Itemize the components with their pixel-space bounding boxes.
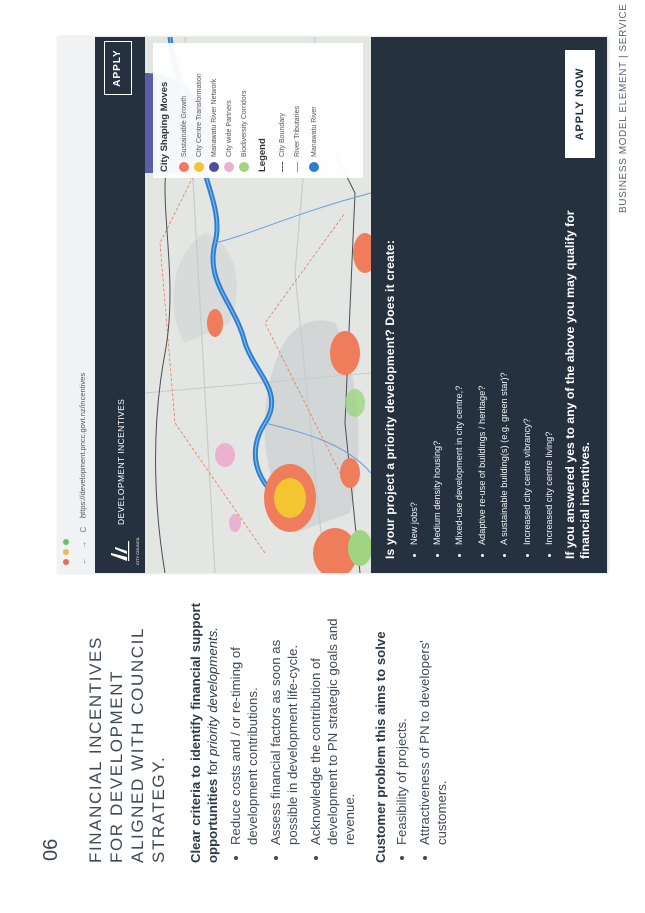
lead-paragraph (187, 603, 221, 863)
legend-label: Manawatu River (310, 106, 318, 157)
lead-connector: for (205, 756, 220, 779)
biodiversity-swatch-icon (239, 162, 249, 172)
partners-swatch-icon (224, 162, 234, 172)
list-item: • Reduce costs and / or re-timing of development contributions. (227, 603, 261, 845)
list-item: • Acknowledge the contribution of development to PN strategic goals and revenue. (307, 603, 358, 845)
legend-item (239, 90, 249, 172)
list-item: • Increased city centre vibrancy? (522, 372, 533, 545)
browser-chrome (57, 37, 96, 573)
city-map[interactable] (145, 37, 371, 573)
apply-now-button[interactable]: APPLY NOW (565, 50, 595, 158)
list-item: • Mixed-use development in city centre,? (454, 372, 465, 545)
legend-item (194, 73, 204, 172)
problem-list (393, 603, 450, 863)
city-centre-swatch-icon (194, 162, 204, 172)
footer-label: BUSINESS MODEL ELEMENT | SERVICE (618, 3, 629, 213)
legend-label: City wide Partners (225, 100, 233, 157)
river-swatch-icon (309, 162, 319, 172)
sustainable-growth-area (330, 331, 360, 375)
problem-heading: Customer problem this aims to solve (373, 631, 388, 863)
cta-text: If you answered yes to any of the above you may qualify for financial incentives. (563, 210, 592, 559)
legend-label: Biodiversity Corridors (240, 90, 248, 157)
close-dot-icon[interactable] (63, 559, 69, 565)
legend-label: Manawatu River Network (210, 78, 218, 157)
tributary-line-icon (297, 162, 298, 172)
sustainable-growth-area (340, 458, 360, 488)
legend-item (209, 79, 219, 172)
river-network-swatch-icon (209, 162, 219, 172)
list-item: • Assess financial factors as soon as possible in development life-cycle. (267, 603, 301, 845)
biodiversity-corridor (345, 389, 365, 417)
legend-title: City Shaping Moves (159, 81, 170, 172)
site-header (95, 37, 145, 573)
council-logo-icon[interactable] (107, 539, 133, 563)
legend-item (224, 100, 234, 172)
logo-text: CITY COUNCIL (135, 536, 140, 565)
minimize-dot-icon[interactable] (63, 549, 69, 555)
benefit-list (227, 603, 358, 863)
legend-label: City Centre Transformation (195, 73, 203, 157)
sustainable-growth-area (207, 309, 223, 337)
priority-question: Is your project a priority development? Does it create: (383, 239, 397, 559)
biodiversity-corridor (348, 530, 371, 566)
left-text-column (40, 603, 464, 863)
legend-label: City Boundary (279, 113, 286, 157)
address-bar[interactable]: https://development.pncc.govt.nz/incentives (78, 372, 87, 518)
legend-subtitle: Legend (257, 138, 268, 172)
nav-buttons-icon[interactable]: ← → C ⌂ (79, 510, 88, 565)
browser-window (57, 37, 607, 573)
list-item: • Adaptive re-use of buildings / heritage? (477, 372, 488, 545)
list-item: • New jobs? (409, 372, 420, 545)
lead-criteria: Clear criteria to identify financial support opportunities (188, 603, 220, 863)
city-centre-transformation (274, 478, 306, 518)
page-title: FINANCIAL INCENTIVES FOR DEVELOPMENT ALIGNED WITH COUNCIL STRATEGY. (86, 627, 168, 863)
window-controls (63, 539, 69, 565)
map-legend (153, 43, 363, 178)
lead-priority: priority developments. (205, 627, 220, 757)
city-wide-partner-area (215, 443, 235, 467)
legend-item (309, 106, 319, 172)
city-boundary-line-icon (282, 162, 283, 172)
legend-item (279, 113, 286, 172)
list-item: • A sustainable building(s) (e.g. green star)? (499, 372, 510, 545)
list-item: • Feasibility of projects. (393, 603, 410, 845)
page-number: 06 (40, 838, 62, 861)
legend-label: River Tributaries (294, 106, 301, 157)
apply-button[interactable]: APPLY (104, 41, 132, 95)
legend-item (294, 106, 301, 172)
sustainable-growth-swatch-icon (179, 162, 189, 172)
priority-panel (371, 37, 607, 573)
site-title: DEVELOPMENT INCENTIVES (116, 398, 126, 525)
maximize-dot-icon[interactable] (63, 539, 69, 545)
criteria-list (409, 372, 567, 559)
list-item: • Increased city centre living? (544, 372, 555, 545)
legend-label: Sustainable Growth (180, 95, 188, 157)
list-item: • Attractiveness of PN to developers' customers. (416, 603, 450, 845)
list-item: • Medium density housing? (432, 372, 443, 545)
city-wide-partner-area (229, 514, 241, 532)
legend-item (179, 96, 189, 172)
